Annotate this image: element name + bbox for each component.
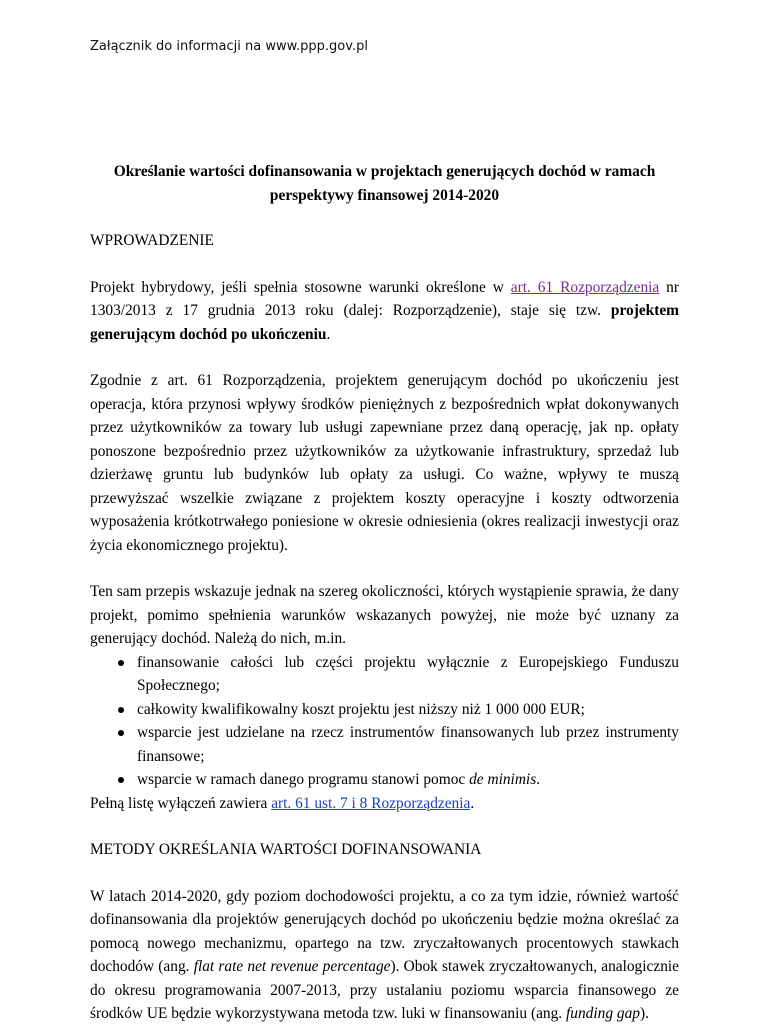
bullet-icon [118, 707, 124, 713]
paragraph-definition: Zgodnie z art. 61 Rozporządzenia, projektem generującym dochód po ukończeniu jest operacja, która przynosi wpływy środków pieniężnych z bezpośrednich wpłat dokonywanych przez użytkowników za towary lub usługi zapewniane przez daną operację, jak np. opłaty ponoszone bezpośrednio przez użytkowników za użytkowanie infrastruktury, sprzedaż lub dzierżawę gruntu lub budynków lub opłaty za usługi. Co ważne, wpływy te muszą przewyższać wszelkie związane z projektem koszty operacyjne i koszty odtworzenia wyposażenia krótkotrwałego poniesione w okresie odniesienia (okres realizacji inwestycji oraz życia ekonomicznego projektu). [90, 372, 679, 554]
paragraph-hybrid-project [90, 276, 679, 347]
section-heading-introduction: WPROWADZENIE [90, 232, 214, 249]
exclusions-list [90, 651, 679, 792]
text-segment: . [326, 325, 331, 343]
bullet-icon [118, 730, 124, 736]
text-segment: . [536, 771, 541, 788]
italic-term: funding gap [566, 1005, 640, 1022]
paragraph-methods [90, 885, 679, 1026]
list-item-text: wsparcie w ramach danego programu stanowi pomoc [137, 771, 470, 788]
bullet-icon [118, 660, 124, 666]
document-body [90, 160, 679, 1026]
bold-term: projektem generującym dochód po ukończeniu [90, 302, 679, 343]
list-item [90, 651, 679, 698]
text-segment: nr 1303/2013 z 17 grudnia 2013 roku (dalej: Rozporządzenie), staje się tzw. [90, 278, 680, 319]
text-segment: ). [639, 1005, 649, 1022]
text-segment: W latach 2014-2020, gdy poziom dochodowości projektu, a co za tym idzie, również wartość dofinansowania dla projektów generujących dochód po ukończeniu będzie można określać za pomocą nowego mechanizmu, opartego na tzw. zryczałtowanych procentowych stawkach dochodów (ang. [90, 887, 679, 975]
list-item [90, 768, 679, 792]
italic-term: de minimis [469, 771, 537, 788]
paragraph-full-list [90, 792, 679, 816]
list-item [90, 721, 679, 768]
text-segment: ). Obok stawek zryczałtowanych, analogicznie do okresu programowania 2007-2013, przy ustalaniu poziomu wsparcia finansowego ze środków UE będzie wykorzystywana metoda tzw. luki w finansowaniu (ang. [90, 958, 679, 1022]
list-item [90, 698, 679, 722]
article-61-7-8-link[interactable]: art. 61 ust. 7 i 8 Rozporządzenia [271, 794, 471, 812]
bullet-icon [118, 777, 124, 783]
paragraph-exclusions-intro: Ten sam przepis wskazuje jednak na szereg okoliczności, których wystąpienie sprawia, że dany projekt, pomimo spełnienia warunków wskazanych powyżej, nie może być uznany za generujący dochód. Należą do nich, m.in. [90, 583, 679, 647]
list-item-text: całkowity kwalifikowalny koszt projektu jest niższy niż 1 000 000 EUR; [137, 700, 585, 718]
page-header: Załącznik do informacji na www.ppp.gov.pl [90, 39, 368, 54]
text-segment: Pełną listę wyłączeń zawiera [90, 794, 272, 812]
document-title: Określanie wartości dofinansowania w projektach generujących dochód w ramach perspektywy finansowej 2014-2020 [113, 163, 656, 204]
list-item-text: finansowanie całości lub części projektu wyłącznie z Europejskiego Funduszu Społecznego; [137, 653, 679, 694]
text-segment: . [470, 794, 475, 812]
text-segment: Projekt hybrydowy, jeśli spełnia stosowne warunki określone w [90, 278, 511, 296]
article-61-link[interactable]: art. 61 Rozporządzenia [510, 278, 660, 296]
section-heading-methods: METODY OKREŚLANIA WARTOŚCI DOFINANSOWANIA [90, 841, 482, 858]
italic-term: flat rate net revenue percentage [193, 958, 391, 975]
list-item-text: wsparcie jest udzielane na rzecz instrumentów finansowanych lub przez instrumenty finansowe; [137, 724, 679, 765]
